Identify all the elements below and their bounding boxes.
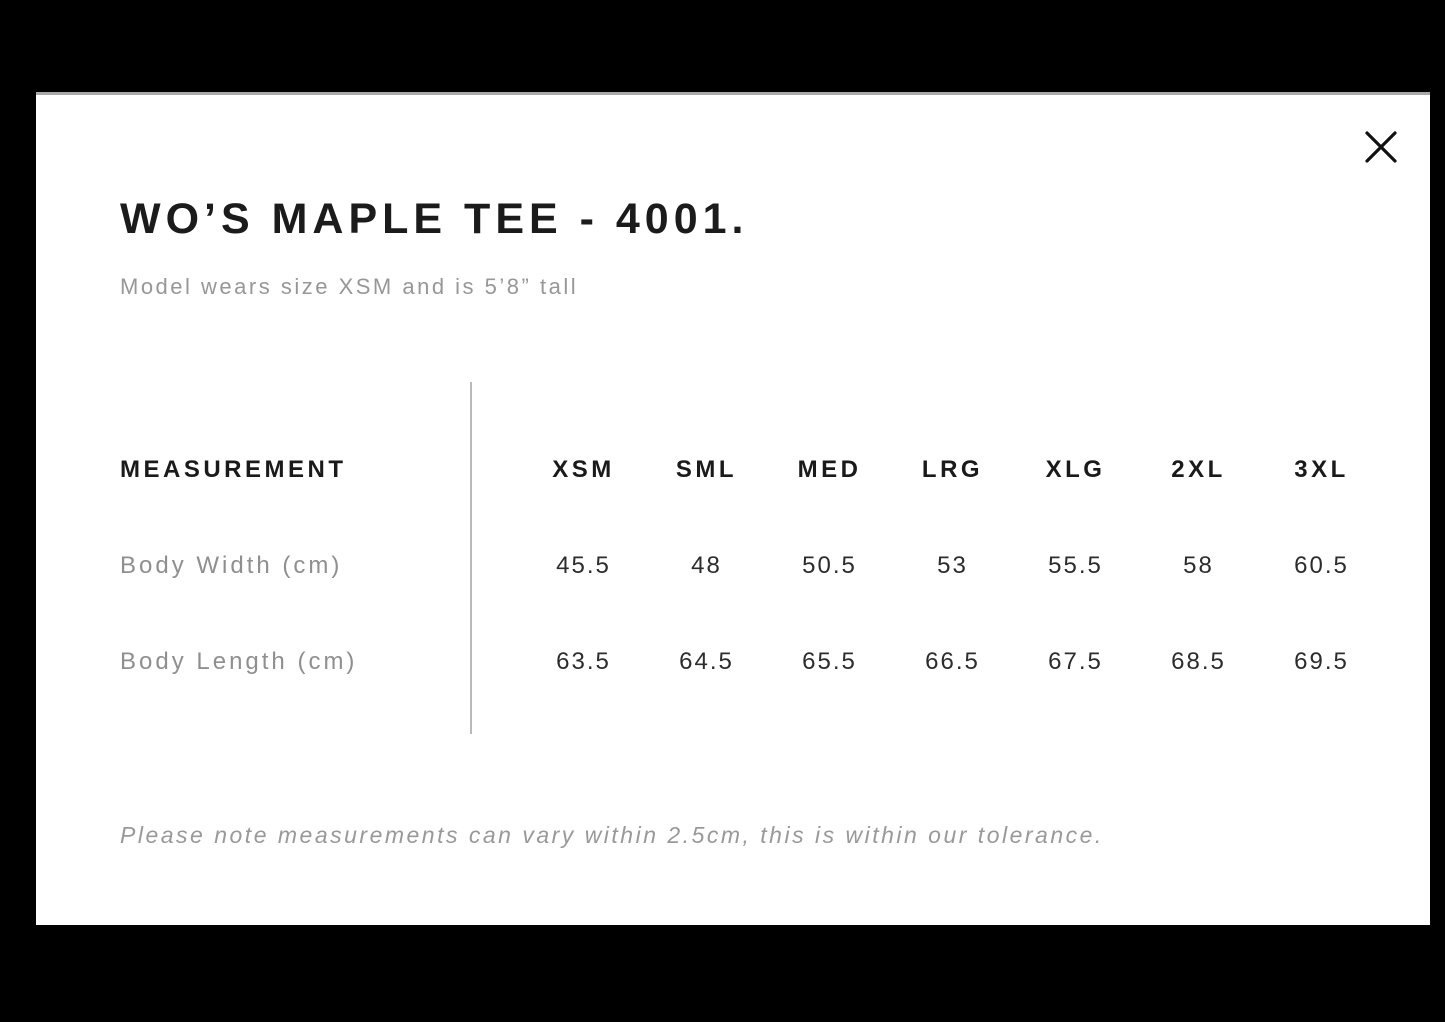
body-width-value: 53 xyxy=(937,552,968,579)
size-header-lrg: LRG xyxy=(921,456,984,483)
body-width-value: 50.5 xyxy=(802,552,857,579)
body-width-value: 60.5 xyxy=(1294,552,1349,579)
close-icon xyxy=(1363,129,1399,165)
size-header-sml: SML xyxy=(675,456,738,483)
size-header-xsm: XSM xyxy=(552,456,615,483)
table-row xyxy=(120,518,470,614)
size-chart-table xyxy=(120,382,1383,734)
modal-content xyxy=(36,95,1430,925)
size-header-3xl: 3XL xyxy=(1294,456,1349,483)
body-width-value: 48 xyxy=(691,552,722,579)
size-header-xlg: XLG xyxy=(1045,456,1106,483)
body-width-value: 55.5 xyxy=(1048,552,1103,579)
table-row xyxy=(120,614,470,710)
row-label-body-width: Body Width (cm) xyxy=(120,552,343,579)
body-width-value: 45.5 xyxy=(556,552,611,579)
body-length-value: 69.5 xyxy=(1294,648,1349,675)
sizes-columns xyxy=(470,382,1383,734)
size-chart-modal xyxy=(36,92,1430,925)
body-width-value: 58 xyxy=(1183,552,1214,579)
body-length-row xyxy=(522,614,1383,710)
body-length-value: 66.5 xyxy=(925,648,980,675)
size-header-med: MED xyxy=(797,456,862,483)
model-size-subtitle: Model wears size XSM and is 5’8” tall xyxy=(120,274,579,299)
body-length-value: 63.5 xyxy=(556,648,611,675)
body-width-row xyxy=(522,518,1383,614)
body-length-value: 64.5 xyxy=(679,648,734,675)
measurement-column xyxy=(120,382,470,734)
body-length-value: 68.5 xyxy=(1171,648,1226,675)
size-header-row xyxy=(522,422,1383,518)
close-button[interactable] xyxy=(1360,126,1402,168)
body-length-value: 65.5 xyxy=(802,648,857,675)
product-title: WO’S MAPLE TEE - 4001. xyxy=(120,195,749,243)
body-length-value: 67.5 xyxy=(1048,648,1103,675)
size-header-2xl: 2XL xyxy=(1171,456,1226,483)
row-label-body-length: Body Length (cm) xyxy=(120,648,358,675)
measurement-header: MEASUREMENT xyxy=(120,456,347,483)
tolerance-note: Please note measurements can vary within 2.5cm, this is within our tolerance. xyxy=(120,822,1104,848)
